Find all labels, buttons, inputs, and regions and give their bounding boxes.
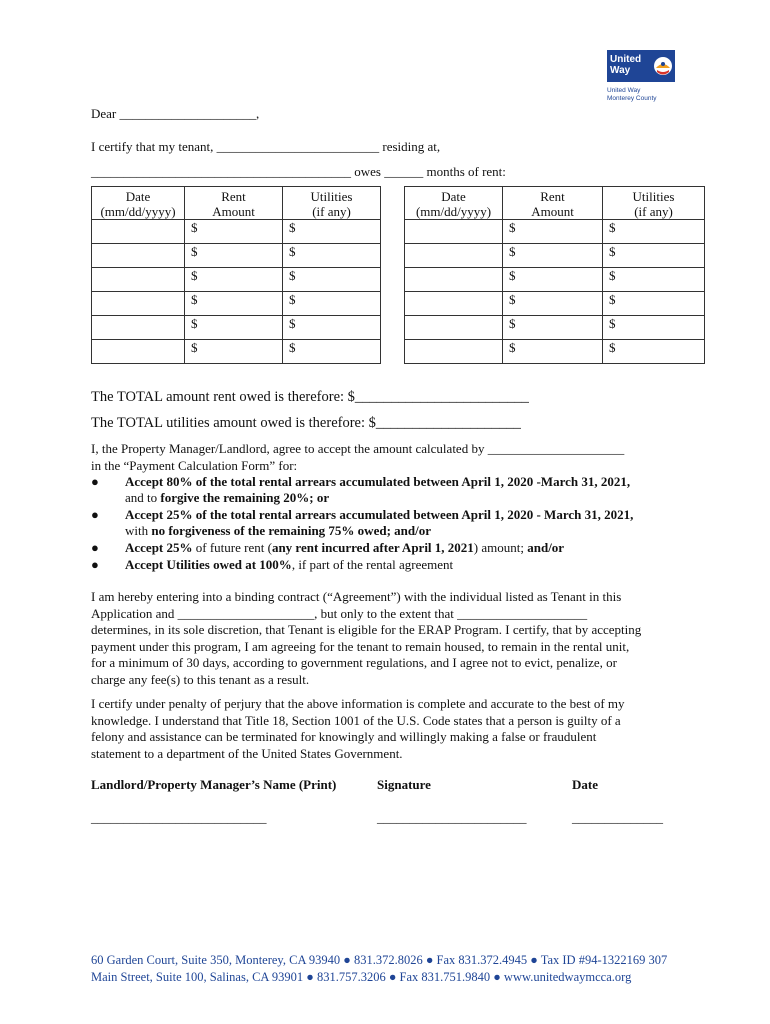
option-25-percent: Accept 25% of the total rental arrears accumulated between April 1, 2020 - March 31, 2021, xyxy=(125,507,634,522)
date-cell[interactable] xyxy=(92,292,185,316)
signature-label: Signature xyxy=(377,777,431,792)
date-cell[interactable] xyxy=(405,292,503,316)
option-25-text: with xyxy=(125,523,152,538)
rent-cell[interactable]: $ xyxy=(185,220,283,244)
table-row xyxy=(405,316,705,340)
rent-cell[interactable]: $ xyxy=(185,244,283,268)
owes-line: ________________________________________ owes ______ months of rent: xyxy=(91,164,506,179)
date-cell[interactable] xyxy=(92,220,185,244)
bullet-icon: ● xyxy=(91,507,99,522)
option-80-percent: Accept 80% of the total rental arrears accumulated between April 1, 2020 -March 31, 2021, xyxy=(125,474,631,489)
utilities-cell[interactable]: $ xyxy=(603,292,705,316)
signature-field[interactable]: _______________________ xyxy=(377,810,527,825)
logo-subtitle-2: Monterey County xyxy=(607,94,657,102)
date-cell[interactable] xyxy=(405,244,503,268)
bullet-icon: ● xyxy=(91,540,99,555)
list-item xyxy=(91,507,691,539)
date-cell[interactable] xyxy=(405,340,503,364)
footer-address-1: 60 Garden Court, Suite 350, Monterey, CA 93940 ● 831.372.8026 ● Fax 831.372.4945 ● Tax ID #94-1322169 307 xyxy=(91,953,668,967)
date-field[interactable]: ______________ xyxy=(572,810,663,825)
utilities-option-text: , if part of the rental agreement xyxy=(291,557,454,572)
table-row xyxy=(405,244,705,268)
table-row xyxy=(92,244,381,268)
bullet-icon: ● xyxy=(91,557,99,572)
contract-paragraph xyxy=(91,589,691,688)
rent-cell[interactable]: $ xyxy=(503,244,603,268)
rent-table-right xyxy=(404,186,705,364)
rent-cell[interactable]: $ xyxy=(503,292,603,316)
table-row xyxy=(405,220,705,244)
future-rent-andor: and/or xyxy=(527,540,565,555)
date-cell[interactable] xyxy=(92,316,185,340)
future-rent-bold: any rent incurred after April 1, 2021 xyxy=(271,540,474,555)
rent-cell[interactable]: $ xyxy=(185,316,283,340)
list-item xyxy=(91,557,691,573)
logo-wordmark xyxy=(607,50,651,82)
date-cell[interactable] xyxy=(92,268,185,292)
header-utilities: Utilities (if any) xyxy=(283,187,381,220)
utilities-cell[interactable]: $ xyxy=(283,292,381,316)
table-row xyxy=(405,268,705,292)
utilities-cell[interactable]: $ xyxy=(283,220,381,244)
date-label: Date xyxy=(572,777,598,792)
contract-line: determines, in its sole discretion, that Tenant is eligible for the ERAP Program. I certify, that by accepting xyxy=(91,622,642,637)
header-date: Date (mm/dd/yyyy) xyxy=(405,187,503,220)
utilities-cell[interactable]: $ xyxy=(283,244,381,268)
contract-line: I am hereby entering into a binding contract (“Agreement”) with the individual listed as Tenant in this xyxy=(91,589,622,604)
table-row xyxy=(405,292,705,316)
utilities-cell[interactable]: $ xyxy=(603,244,705,268)
utilities-cell[interactable]: $ xyxy=(283,316,381,340)
list-item xyxy=(91,540,691,556)
total-rent-line: The TOTAL amount rent owed is therefore: $________________________ xyxy=(91,389,529,405)
total-utilities-line: The TOTAL utilities amount owed is therefore: $____________________ xyxy=(91,415,521,431)
option-80-forgive: forgive the remaining 20%; or xyxy=(160,490,330,505)
header-rent: Rent Amount xyxy=(503,187,603,220)
utilities-option: Accept Utilities owed at 100% xyxy=(125,557,292,572)
utilities-cell[interactable]: $ xyxy=(603,220,705,244)
header-date: Date (mm/dd/yyyy) xyxy=(92,187,185,220)
name-label: Landlord/Property Manager’s Name (Print) xyxy=(91,777,337,792)
footer-address-2: Main Street, Suite 100, Salinas, CA 93901 ● 831.757.3206 ● Fax 831.751.9840 ● www.unitedwaymcca.org xyxy=(91,970,632,984)
contract-line: for a minimum of 30 days, according to government regulations, and I agree not to evict, penalize, or xyxy=(91,655,617,670)
utilities-cell[interactable]: $ xyxy=(603,340,705,364)
table-header-row xyxy=(405,187,705,220)
agree-line-2: in the “Payment Calculation Form” for: xyxy=(91,458,298,473)
logo-line1: United xyxy=(610,54,642,65)
bullet-icon: ● xyxy=(91,474,99,489)
acceptance-options-list xyxy=(91,474,691,574)
future-rent-text2: ) amount; xyxy=(473,540,528,555)
rent-cell[interactable]: $ xyxy=(185,268,283,292)
option-80-text: and to xyxy=(125,490,161,505)
logo-subtitle-1: United Way xyxy=(607,87,641,94)
perjury-line: felony and assistance can be terminated for knowingly and willingly making a false or fraudulent xyxy=(91,729,597,744)
rent-cell[interactable]: $ xyxy=(503,220,603,244)
date-cell[interactable] xyxy=(92,244,185,268)
united-way-logo xyxy=(607,50,675,102)
table-row xyxy=(92,292,381,316)
header-utilities: Utilities (if any) xyxy=(603,187,705,220)
table-row xyxy=(92,316,381,340)
table-row xyxy=(92,220,381,244)
greeting: Dear _____________________, xyxy=(91,106,260,121)
date-cell[interactable] xyxy=(405,316,503,340)
name-field[interactable]: ___________________________ xyxy=(91,810,267,825)
table-row xyxy=(92,340,381,364)
utilities-cell[interactable]: $ xyxy=(603,268,705,292)
contract-line: Application and _____________________, but only to the extent that ____________________ xyxy=(91,605,588,621)
perjury-paragraph xyxy=(91,696,691,762)
logo-hand-icon xyxy=(651,50,675,82)
date-cell[interactable] xyxy=(92,340,185,364)
contract-line: payment under this program, I am agreeing for the tenant to remain housed, to remain in the rental unit, xyxy=(91,638,630,654)
future-rent-text1: of future rent ( xyxy=(192,540,272,555)
perjury-line: statement to a department of the United States Government. xyxy=(91,745,403,761)
future-rent-pct: Accept 25% xyxy=(125,540,193,555)
utilities-cell[interactable]: $ xyxy=(603,316,705,340)
table-row xyxy=(92,268,381,292)
rent-cell[interactable]: $ xyxy=(185,292,283,316)
perjury-line: I certify under penalty of perjury that the above information is complete and accurate to the best of my xyxy=(91,696,625,711)
rent-table-left xyxy=(91,186,381,364)
logo-line2: Way xyxy=(610,65,631,76)
perjury-line: knowledge. I understand that Title 18, Section 1001 of the U.S. Code states that a person is guilty of a xyxy=(91,712,621,728)
date-cell[interactable] xyxy=(405,268,503,292)
table-row xyxy=(405,340,705,364)
contract-line: charge any fee(s) to this tenant as a result. xyxy=(91,671,310,687)
agree-line-1: I, the Property Manager/Landlord, agree to accept the amount calculated by _____________________ xyxy=(91,441,625,456)
list-item xyxy=(91,474,691,506)
rent-cell[interactable]: $ xyxy=(503,340,603,364)
rent-cell[interactable]: $ xyxy=(185,340,283,364)
rent-cell[interactable]: $ xyxy=(503,316,603,340)
utilities-cell[interactable]: $ xyxy=(283,268,381,292)
rent-cell[interactable]: $ xyxy=(503,268,603,292)
table-header-row xyxy=(92,187,381,220)
date-cell[interactable] xyxy=(405,220,503,244)
option-25-no-forgive: no forgiveness of the remaining 75% owed; and/or xyxy=(151,523,431,538)
header-rent: Rent Amount xyxy=(185,187,283,220)
certify-line: I certify that my tenant, _________________________ residing at, xyxy=(91,139,441,154)
utilities-cell[interactable]: $ xyxy=(283,340,381,364)
